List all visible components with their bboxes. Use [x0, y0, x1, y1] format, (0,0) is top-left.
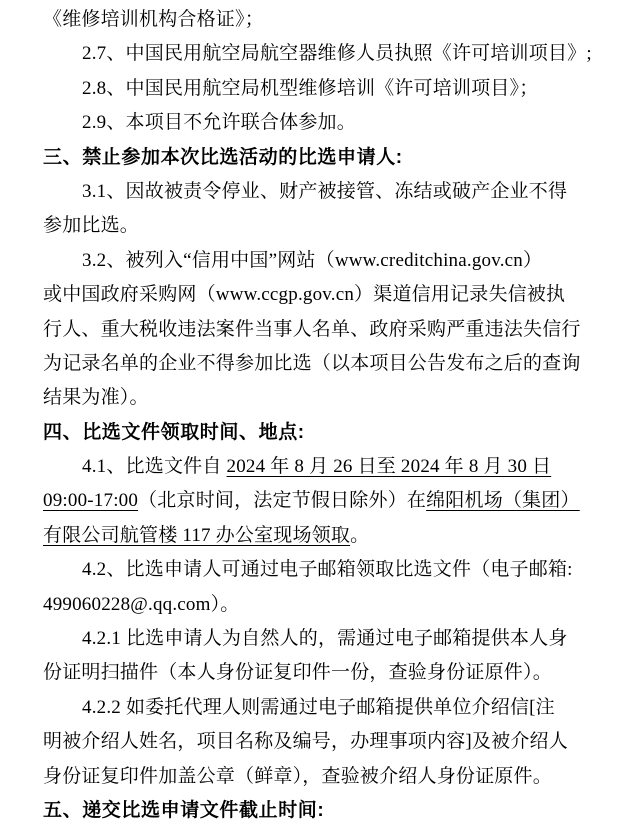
- section-heading: [43, 141, 593, 175]
- document-line: [43, 656, 593, 690]
- text-segment: 。: [350, 524, 370, 546]
- document-line: [43, 725, 593, 759]
- document-line: [43, 37, 593, 71]
- text-segment: 3.2、被列入“信用中国”网站（www.creditchina.gov.cn）: [82, 249, 543, 271]
- text-segment: 499060228@.qq.com）。: [43, 593, 240, 615]
- text-segment: 三、禁止参加本次比选活动的比选申请人:: [43, 146, 403, 168]
- document-line: [43, 347, 593, 381]
- text-segment: 为记录名单的企业不得参加比选（以本项目公告发布之后的查询: [43, 352, 581, 374]
- document-line: [43, 278, 593, 312]
- underlined-text: 09:00-17:00: [43, 490, 139, 512]
- document-line: [43, 484, 593, 518]
- document-line: [43, 313, 593, 347]
- text-segment: 2.9、本项目不允许联合体参加。: [82, 112, 356, 134]
- document-line: [43, 450, 593, 484]
- document-line: [43, 588, 593, 622]
- text-segment: 四、比选文件领取时间、地点:: [43, 421, 305, 443]
- text-segment: 2.8、中国民用航空局机型维修培训《许可培训项目》；: [82, 77, 539, 99]
- text-segment: 行人、重大税收违法案件当事人名单、政府采购严重违法失信行: [43, 318, 581, 340]
- text-segment: 4.2.2 如委托代理人则需通过电子邮箱提供单位介绍信[注: [82, 696, 555, 718]
- underlined-text: 有限公司航管楼 117 办公室现场领取: [43, 524, 351, 546]
- document-line: [43, 519, 593, 553]
- document-line: [43, 622, 593, 656]
- text-segment: 身份证复印件加盖公章（鲜章），查验被介绍人身份证原件。: [43, 765, 552, 787]
- document-line: [43, 381, 593, 415]
- text-segment: 2.7、中国民用航空局航空器维修人员执照《许可培训项目》;: [82, 43, 592, 65]
- document-line: [43, 72, 593, 106]
- underlined-text: 绵阳机场（集团）: [426, 490, 580, 512]
- underlined-text: 2024 年 8 月 26 日至 2024 年 8 月 30 日: [226, 456, 552, 478]
- text-segment: 结果为准）。: [43, 387, 149, 409]
- document-line: [43, 760, 593, 794]
- document-line: [43, 106, 593, 140]
- text-segment: 4.2.1 比选申请人为自然人的，需通过电子邮箱提供本人身: [82, 628, 568, 650]
- text-segment: 或中国政府采购网（www.ccgp.gov.cn）渠道信用记录失信被执: [43, 284, 566, 306]
- text-segment: 4.2、比选申请人可通过电子邮箱领取比选文件（电子邮箱:: [82, 559, 573, 581]
- text-segment: 参加比选。: [43, 215, 140, 237]
- text-segment: （北京时间，法定节假日除外）在: [138, 490, 427, 512]
- document-line: [43, 209, 593, 243]
- text-segment: 3.1、因故被责令停业、财产被接管、冻结或破产企业不得: [82, 180, 568, 202]
- document-line: [43, 691, 593, 725]
- document-body: [43, 3, 593, 828]
- text-segment: 五、递交比选申请文件截止时间:: [43, 799, 325, 821]
- section-heading: [43, 416, 593, 450]
- document-line: [43, 175, 593, 209]
- text-segment: 《维修培训机构合格证》；: [43, 9, 264, 30]
- document-line: [43, 3, 593, 37]
- text-segment: 4.1、比选文件自: [82, 456, 227, 478]
- document-line: [43, 244, 593, 278]
- document-line: [43, 553, 593, 587]
- text-segment: 明被介绍人姓名，项目名称及编号，办理事项内容]及被介绍人: [43, 731, 568, 753]
- section-heading: [43, 794, 593, 828]
- text-segment: 份证明扫描件（本人身份证复印件一份，查验身份证原件）。: [43, 662, 552, 684]
